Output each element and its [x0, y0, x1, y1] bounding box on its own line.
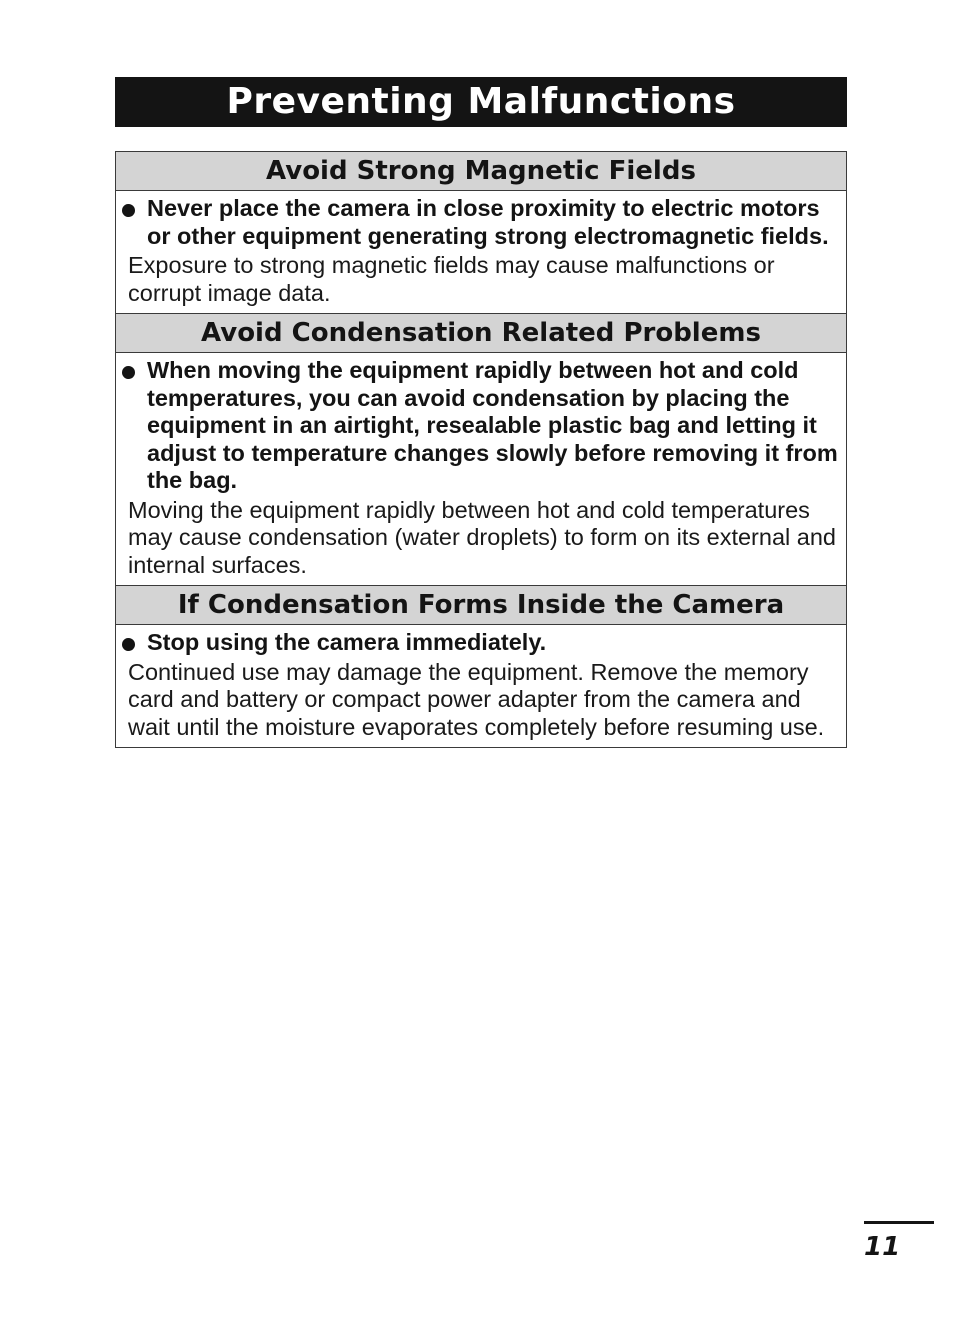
- section-header-text: If Condensation Forms Inside the Camera: [177, 590, 785, 620]
- page-title: Preventing Malfunctions: [226, 81, 736, 122]
- bullet-text: When moving the equipment rapidly between hot and cold temperatures, you can avoid condensation by placing the equipment in an airtight, resealable plastic bag and letting it adjust to temperature changes slowly before removing it from the bag.: [147, 357, 838, 493]
- body-text: Continued use may damage the equipment. Remove the memory card and battery or compact power adapter from the camera and wait until the moisture evaporates completely before resuming use.: [128, 658, 825, 740]
- section-body: [116, 191, 846, 313]
- section-header-text: Avoid Condensation Related Problems: [201, 318, 761, 348]
- section-condensation-problems: [116, 313, 846, 585]
- bullet-icon: [122, 204, 135, 217]
- section-header: [116, 313, 846, 353]
- page-title-bar: [115, 77, 847, 127]
- body-text: Exposure to strong magnetic fields may cause malfunctions or corrupt image data.: [128, 252, 775, 306]
- section-header-text: Avoid Strong Magnetic Fields: [266, 156, 696, 186]
- section-condensation-inside: [116, 585, 846, 747]
- page-number: 11: [864, 1232, 901, 1262]
- content-box: [115, 151, 847, 748]
- bullet-icon: [122, 638, 135, 651]
- bullet-item: [122, 357, 838, 495]
- page-number-rule: [864, 1221, 934, 1224]
- section-body: [116, 625, 846, 747]
- bullet-text: Stop using the camera immediately.: [147, 629, 547, 655]
- body-text: Moving the equipment rapidly between hot and cold temperatures may cause condensation (water droplets) to form on its external and internal surfaces.: [128, 496, 836, 578]
- bullet-icon: [122, 366, 135, 379]
- bullet-item: [122, 629, 838, 657]
- section-header: [116, 152, 846, 191]
- section-magnetic-fields: [116, 152, 846, 313]
- bullet-text: Never place the camera in close proximity to electric motors or other equipment generating strong electromagnetic fields.: [147, 195, 829, 249]
- section-header: [116, 585, 846, 625]
- section-body: [116, 353, 846, 585]
- bullet-item: [122, 195, 838, 250]
